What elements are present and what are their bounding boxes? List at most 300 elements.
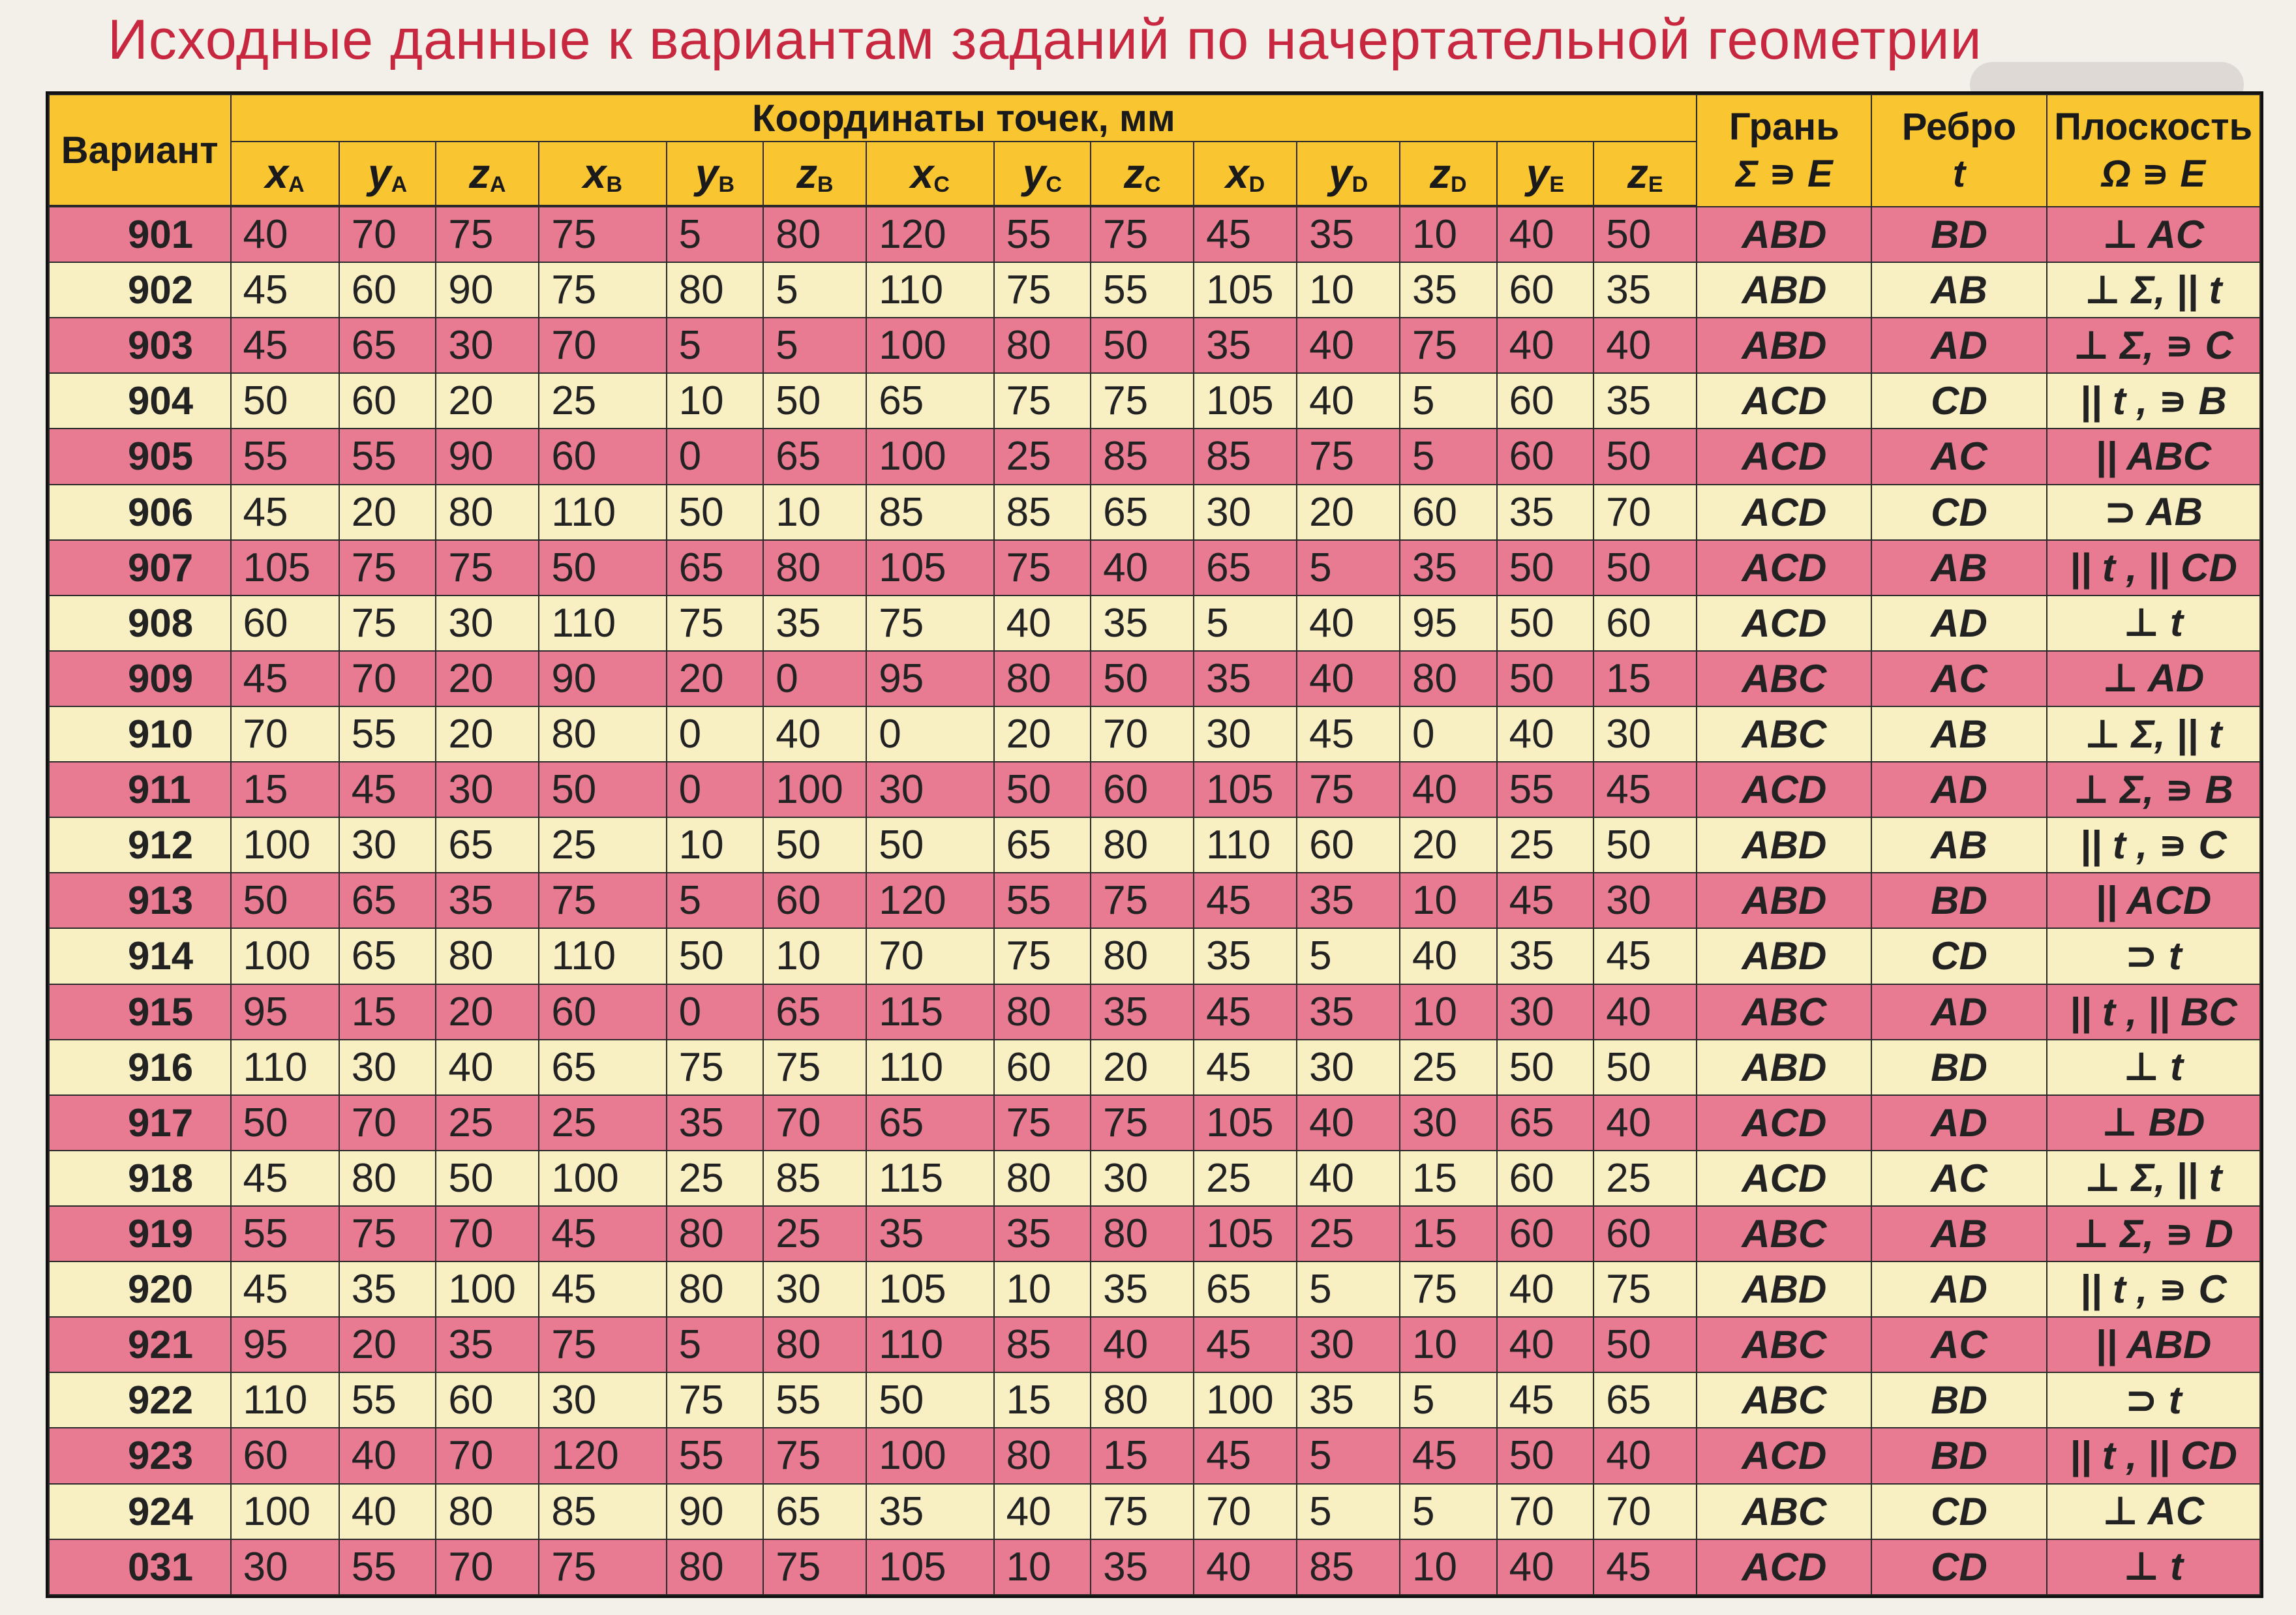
coordinate-cell: 40 bbox=[994, 596, 1091, 651]
header-point-subscript: A bbox=[391, 172, 408, 197]
coordinate-cell: 75 bbox=[339, 540, 436, 596]
coordinate-cell: 70 bbox=[436, 1539, 539, 1595]
plane-cell: || t , ∍ C bbox=[2047, 817, 2260, 873]
coordinate-cell: 85 bbox=[763, 1151, 866, 1206]
coordinate-cell: 60 bbox=[231, 596, 339, 651]
edge-cell: AD bbox=[1871, 596, 2046, 651]
coordinate-cell: 50 bbox=[1497, 596, 1594, 651]
face-cell: ACD bbox=[1697, 596, 1871, 651]
coordinate-cell: 20 bbox=[436, 984, 539, 1040]
variant-number: 918 bbox=[49, 1151, 231, 1206]
header-point-subscript: A bbox=[490, 172, 506, 197]
coordinate-cell: 5 bbox=[1194, 596, 1297, 651]
coordinate-cell: 30 bbox=[436, 762, 539, 817]
coordinate-cell: 80 bbox=[539, 706, 666, 762]
variant-number: 902 bbox=[49, 262, 231, 318]
coordinate-cell: 75 bbox=[1091, 873, 1194, 928]
coordinate-cell: 75 bbox=[763, 1539, 866, 1595]
coordinate-cell: 40 bbox=[1594, 1428, 1697, 1483]
header-point-subscript: A bbox=[288, 172, 305, 197]
coordinate-cell: 50 bbox=[763, 373, 866, 429]
coordinate-cell: 40 bbox=[1594, 1095, 1697, 1151]
header-point-subscript: E bbox=[1648, 172, 1663, 197]
coordinate-cell: 75 bbox=[539, 1317, 666, 1372]
coordinate-cell: 75 bbox=[1091, 1484, 1194, 1539]
header-point-subscript: B bbox=[817, 172, 834, 197]
header-plane bbox=[2047, 95, 2260, 207]
coordinate-cell: 30 bbox=[436, 318, 539, 373]
coordinate-cell: 100 bbox=[763, 762, 866, 817]
header-zd bbox=[1400, 142, 1497, 205]
plane-cell: ⊥ BD bbox=[2047, 1095, 2260, 1151]
coordinate-cell: 95 bbox=[1400, 596, 1497, 651]
coordinate-cell: 55 bbox=[339, 429, 436, 484]
coordinate-cell: 80 bbox=[667, 1539, 764, 1595]
variant-number: 910 bbox=[49, 706, 231, 762]
coordinate-cell: 35 bbox=[763, 596, 866, 651]
variants-table-body bbox=[49, 207, 2260, 1595]
variant-number: 915 bbox=[49, 984, 231, 1040]
coordinate-cell: 30 bbox=[339, 817, 436, 873]
face-cell: ABC bbox=[1697, 1206, 1871, 1261]
coordinate-cell: 45 bbox=[231, 262, 339, 318]
plane-cell: ⊃ AB bbox=[2047, 485, 2260, 540]
coordinate-cell: 5 bbox=[1297, 1261, 1400, 1317]
coordinate-cell: 25 bbox=[1297, 1206, 1400, 1261]
header-coord-letter: z bbox=[1627, 150, 1648, 197]
header-face-notation: Σ ∍ E bbox=[1736, 153, 1833, 195]
coordinate-cell: 85 bbox=[1194, 429, 1297, 484]
coordinate-cell: 55 bbox=[667, 1428, 764, 1483]
coordinate-cell: 55 bbox=[1497, 762, 1594, 817]
coordinate-cell: 40 bbox=[1400, 762, 1497, 817]
coordinate-cell: 30 bbox=[231, 1539, 339, 1595]
face-cell: ACD bbox=[1697, 1151, 1871, 1206]
coordinate-cell: 50 bbox=[1497, 540, 1594, 596]
coordinate-cell: 35 bbox=[1497, 928, 1594, 984]
face-cell: ACD bbox=[1697, 373, 1871, 429]
coordinate-cell: 75 bbox=[763, 1040, 866, 1095]
coordinate-cell: 10 bbox=[1400, 207, 1497, 262]
coordinate-cell: 15 bbox=[1091, 1428, 1194, 1483]
coordinate-cell: 65 bbox=[436, 817, 539, 873]
coordinate-cell: 0 bbox=[667, 429, 764, 484]
header-edge bbox=[1871, 95, 2046, 207]
coordinate-cell: 65 bbox=[994, 817, 1091, 873]
coordinate-cell: 105 bbox=[1194, 1206, 1297, 1261]
coordinate-cell: 65 bbox=[763, 1484, 866, 1539]
coordinate-cell: 100 bbox=[436, 1261, 539, 1317]
variant-number: 901 bbox=[49, 207, 231, 262]
coordinate-cell: 35 bbox=[1091, 1539, 1194, 1595]
coordinate-cell: 35 bbox=[1297, 1372, 1400, 1428]
coordinate-cell: 65 bbox=[339, 928, 436, 984]
coordinate-cell: 75 bbox=[339, 596, 436, 651]
variant-number: 921 bbox=[49, 1317, 231, 1372]
edge-cell: AC bbox=[1871, 651, 2046, 706]
coordinate-cell: 80 bbox=[1091, 817, 1194, 873]
table-row bbox=[49, 873, 2260, 928]
coordinate-cell: 70 bbox=[339, 1095, 436, 1151]
coordinate-cell: 25 bbox=[539, 1095, 666, 1151]
edge-cell: AB bbox=[1871, 706, 2046, 762]
variant-number: 908 bbox=[49, 596, 231, 651]
coordinate-cell: 115 bbox=[866, 984, 993, 1040]
variant-number: 031 bbox=[49, 1539, 231, 1595]
header-xc bbox=[866, 142, 993, 205]
table-row bbox=[49, 373, 2260, 429]
coordinate-cell: 30 bbox=[1194, 706, 1297, 762]
coordinate-cell: 60 bbox=[339, 262, 436, 318]
table-row bbox=[49, 318, 2260, 373]
coordinate-cell: 75 bbox=[539, 262, 666, 318]
coordinate-cell: 50 bbox=[1091, 318, 1194, 373]
coordinate-cell: 80 bbox=[436, 1484, 539, 1539]
coordinate-cell: 35 bbox=[1091, 984, 1194, 1040]
coordinate-cell: 80 bbox=[763, 1317, 866, 1372]
coordinate-cell: 5 bbox=[763, 262, 866, 318]
coordinate-cell: 75 bbox=[1400, 1261, 1497, 1317]
coordinate-cell: 80 bbox=[763, 540, 866, 596]
edge-cell: BD bbox=[1871, 1428, 2046, 1483]
header-face bbox=[1697, 95, 1871, 207]
coordinate-cell: 90 bbox=[436, 429, 539, 484]
coordinate-cell: 60 bbox=[539, 429, 666, 484]
coordinate-cell: 25 bbox=[1194, 1151, 1297, 1206]
coordinate-cell: 35 bbox=[1497, 485, 1594, 540]
coordinate-cell: 50 bbox=[231, 1095, 339, 1151]
coordinate-cell: 35 bbox=[1594, 373, 1697, 429]
coordinate-cell: 20 bbox=[1400, 817, 1497, 873]
face-cell: ACD bbox=[1697, 1428, 1871, 1483]
coordinate-cell: 5 bbox=[667, 1317, 764, 1372]
coordinate-cell: 30 bbox=[539, 1372, 666, 1428]
coordinate-cell: 55 bbox=[763, 1372, 866, 1428]
header-point-subscript: C bbox=[933, 172, 950, 197]
face-cell: ABD bbox=[1697, 1261, 1871, 1317]
coordinate-cell: 40 bbox=[1297, 373, 1400, 429]
coordinate-cell: 45 bbox=[231, 651, 339, 706]
coordinate-cell: 30 bbox=[763, 1261, 866, 1317]
coordinate-cell: 5 bbox=[1297, 1484, 1400, 1539]
coordinate-cell: 75 bbox=[994, 373, 1091, 429]
coordinate-cell: 80 bbox=[339, 1151, 436, 1206]
coordinate-cell: 30 bbox=[1297, 1040, 1400, 1095]
coordinate-cell: 45 bbox=[1497, 873, 1594, 928]
coordinate-cell: 0 bbox=[763, 651, 866, 706]
coordinate-cell: 60 bbox=[339, 373, 436, 429]
coordinate-cell: 110 bbox=[539, 485, 666, 540]
coordinate-cell: 5 bbox=[1400, 1372, 1497, 1428]
coordinate-cell: 70 bbox=[763, 1095, 866, 1151]
coordinate-cell: 55 bbox=[994, 207, 1091, 262]
header-coord-letter: y bbox=[1328, 150, 1352, 197]
header-coord-letter: y bbox=[695, 150, 719, 197]
coordinate-cell: 80 bbox=[667, 262, 764, 318]
coordinate-cell: 85 bbox=[1091, 429, 1194, 484]
coordinate-cell: 5 bbox=[1297, 1428, 1400, 1483]
coordinate-cell: 40 bbox=[339, 1428, 436, 1483]
coordinate-cell: 10 bbox=[1400, 1317, 1497, 1372]
coordinate-cell: 25 bbox=[436, 1095, 539, 1151]
coordinate-cell: 40 bbox=[763, 706, 866, 762]
coordinate-cell: 10 bbox=[1400, 873, 1497, 928]
coordinate-cell: 30 bbox=[436, 596, 539, 651]
coordinate-cell: 70 bbox=[1091, 706, 1194, 762]
face-cell: ABC bbox=[1697, 706, 1871, 762]
face-cell: ABC bbox=[1697, 1484, 1871, 1539]
variant-number: 913 bbox=[49, 873, 231, 928]
coordinate-cell: 55 bbox=[339, 706, 436, 762]
face-cell: ABD bbox=[1697, 262, 1871, 318]
coordinate-cell: 5 bbox=[1400, 1484, 1497, 1539]
coordinate-cell: 40 bbox=[1297, 318, 1400, 373]
header-za bbox=[436, 142, 539, 205]
coordinate-cell: 120 bbox=[539, 1428, 666, 1483]
coordinate-cell: 45 bbox=[1194, 984, 1297, 1040]
coordinate-cell: 75 bbox=[539, 207, 666, 262]
variant-number: 924 bbox=[49, 1484, 231, 1539]
coordinate-cell: 60 bbox=[231, 1428, 339, 1483]
coordinate-cell: 35 bbox=[1400, 540, 1497, 596]
edge-cell: CD bbox=[1871, 373, 2046, 429]
coordinate-cell: 40 bbox=[1497, 1261, 1594, 1317]
coordinate-cell: 40 bbox=[436, 1040, 539, 1095]
header-point-subscript: D bbox=[1451, 172, 1467, 197]
header-coord-letter: x bbox=[582, 150, 607, 197]
edge-cell: CD bbox=[1871, 485, 2046, 540]
coordinate-cell: 75 bbox=[1400, 318, 1497, 373]
edge-cell: BD bbox=[1871, 1040, 2046, 1095]
coordinate-cell: 90 bbox=[539, 651, 666, 706]
plane-cell: ⊥ Σ, || t bbox=[2047, 262, 2260, 318]
coordinate-cell: 80 bbox=[1091, 1372, 1194, 1428]
coordinate-cell: 20 bbox=[339, 1317, 436, 1372]
coordinate-cell: 105 bbox=[1194, 262, 1297, 318]
coordinate-cell: 70 bbox=[436, 1428, 539, 1483]
header-coord-letter: x bbox=[910, 150, 934, 197]
coordinate-cell: 10 bbox=[1297, 262, 1400, 318]
header-zc bbox=[1091, 142, 1194, 205]
coordinate-cell: 45 bbox=[1194, 1040, 1297, 1095]
coordinate-cell: 40 bbox=[339, 1484, 436, 1539]
edge-cell: CD bbox=[1871, 1539, 2046, 1595]
plane-cell: || t , || CD bbox=[2047, 540, 2260, 596]
header-plane-title: Плоскость bbox=[2054, 105, 2253, 148]
coordinate-cell: 70 bbox=[231, 706, 339, 762]
coordinate-cell: 5 bbox=[667, 207, 764, 262]
table-row bbox=[49, 207, 2260, 262]
coordinate-cell: 90 bbox=[436, 262, 539, 318]
coordinate-cell: 30 bbox=[1297, 1317, 1400, 1372]
coordinate-cell: 110 bbox=[231, 1372, 339, 1428]
coordinate-cell: 20 bbox=[667, 651, 764, 706]
coordinate-cell: 60 bbox=[1091, 762, 1194, 817]
table-row bbox=[49, 817, 2260, 873]
coordinate-cell: 40 bbox=[1594, 318, 1697, 373]
header-yb bbox=[667, 142, 764, 205]
coordinate-cell: 40 bbox=[1594, 984, 1697, 1040]
coordinate-cell: 120 bbox=[866, 873, 993, 928]
header-point-subscript: E bbox=[1549, 172, 1565, 197]
variant-number: 906 bbox=[49, 485, 231, 540]
coordinate-cell: 45 bbox=[1194, 1428, 1297, 1483]
coordinate-cell: 75 bbox=[763, 1428, 866, 1483]
coordinate-cell: 75 bbox=[436, 540, 539, 596]
face-cell: ACD bbox=[1697, 540, 1871, 596]
coordinate-cell: 95 bbox=[866, 651, 993, 706]
coordinate-cell: 80 bbox=[1091, 1206, 1194, 1261]
coordinate-cell: 15 bbox=[339, 984, 436, 1040]
coordinate-cell: 30 bbox=[1194, 485, 1297, 540]
plane-cell: || t , ∍ C bbox=[2047, 1261, 2260, 1317]
coordinate-cell: 5 bbox=[1297, 928, 1400, 984]
variant-number: 923 bbox=[49, 1428, 231, 1483]
coordinate-cell: 75 bbox=[539, 1539, 666, 1595]
coordinate-cell: 70 bbox=[866, 928, 993, 984]
coordinate-cell: 100 bbox=[866, 1428, 993, 1483]
coordinate-cell: 50 bbox=[1594, 1040, 1697, 1095]
plane-cell: ⊥ AC bbox=[2047, 1484, 2260, 1539]
header-coord-letter: y bbox=[1022, 150, 1046, 197]
coordinate-cell: 35 bbox=[436, 1317, 539, 1372]
coordinate-cell: 15 bbox=[1594, 651, 1697, 706]
coordinate-cell: 60 bbox=[1497, 262, 1594, 318]
variant-number: 919 bbox=[49, 1206, 231, 1261]
coordinate-cell: 70 bbox=[339, 651, 436, 706]
header-yc bbox=[994, 142, 1091, 205]
header-yd bbox=[1297, 142, 1400, 205]
coordinate-cell: 10 bbox=[994, 1539, 1091, 1595]
header-edge-title: Ребро bbox=[1901, 105, 2017, 148]
plane-cell: ⊥ Σ, ∍ C bbox=[2047, 318, 2260, 373]
coordinate-cell: 55 bbox=[339, 1539, 436, 1595]
coordinate-cell: 35 bbox=[1297, 873, 1400, 928]
edge-cell: AC bbox=[1871, 1317, 2046, 1372]
coordinate-cell: 15 bbox=[994, 1372, 1091, 1428]
coordinate-cell: 45 bbox=[1194, 207, 1297, 262]
edge-cell: AB bbox=[1871, 817, 2046, 873]
coordinate-cell: 65 bbox=[1497, 1095, 1594, 1151]
coordinate-cell: 40 bbox=[1091, 1317, 1194, 1372]
coordinate-cell: 55 bbox=[339, 1372, 436, 1428]
coordinate-cell: 80 bbox=[667, 1261, 764, 1317]
coordinate-cell: 30 bbox=[1400, 1095, 1497, 1151]
coordinate-cell: 5 bbox=[1297, 540, 1400, 596]
coordinate-cell: 65 bbox=[1194, 540, 1297, 596]
edge-cell: AD bbox=[1871, 1095, 2046, 1151]
header-coord-letter: z bbox=[1430, 150, 1451, 197]
coordinate-cell: 45 bbox=[339, 762, 436, 817]
coordinate-cell: 10 bbox=[994, 1261, 1091, 1317]
plane-cell: ⊥ Σ, ∍ D bbox=[2047, 1206, 2260, 1261]
coordinate-cell: 20 bbox=[436, 373, 539, 429]
coordinate-cell: 70 bbox=[539, 318, 666, 373]
coordinate-cell: 45 bbox=[1194, 873, 1297, 928]
header-coord-letter: x bbox=[265, 150, 289, 197]
header-coord-letter: z bbox=[469, 150, 491, 197]
coordinate-cell: 35 bbox=[1297, 207, 1400, 262]
coordinate-cell: 35 bbox=[1091, 1261, 1194, 1317]
coordinate-cell: 45 bbox=[1594, 762, 1697, 817]
header-xd bbox=[1194, 142, 1297, 205]
coordinate-cell: 30 bbox=[866, 762, 993, 817]
coordinate-cell: 80 bbox=[1091, 928, 1194, 984]
coordinate-cell: 40 bbox=[1091, 540, 1194, 596]
coordinate-cell: 120 bbox=[866, 207, 993, 262]
coordinate-cell: 5 bbox=[1400, 373, 1497, 429]
coordinate-cell: 60 bbox=[1497, 1151, 1594, 1206]
coordinate-cell: 45 bbox=[1594, 928, 1697, 984]
coordinate-cell: 20 bbox=[994, 706, 1091, 762]
plane-cell: || ABC bbox=[2047, 429, 2260, 484]
coordinate-cell: 35 bbox=[1194, 318, 1297, 373]
header-point-subscript: D bbox=[1352, 172, 1368, 197]
coordinate-cell: 40 bbox=[231, 207, 339, 262]
header-point-subscript: B bbox=[718, 172, 735, 197]
coordinate-cell: 110 bbox=[1194, 817, 1297, 873]
face-cell: ACD bbox=[1697, 1095, 1871, 1151]
table-row bbox=[49, 1539, 2260, 1595]
table-row bbox=[49, 262, 2260, 318]
coordinate-cell: 50 bbox=[1594, 429, 1697, 484]
coordinate-cell: 10 bbox=[667, 817, 764, 873]
plane-cell: ⊥ t bbox=[2047, 1040, 2260, 1095]
coordinate-cell: 75 bbox=[1091, 1095, 1194, 1151]
coordinate-cell: 75 bbox=[1297, 762, 1400, 817]
table-row bbox=[49, 1484, 2260, 1539]
coordinate-cell: 30 bbox=[1091, 1151, 1194, 1206]
coordinate-cell: 50 bbox=[866, 817, 993, 873]
coordinate-cell: 110 bbox=[231, 1040, 339, 1095]
coordinate-cell: 20 bbox=[1297, 485, 1400, 540]
coordinate-cell: 80 bbox=[667, 1206, 764, 1261]
coordinate-cell: 45 bbox=[231, 1151, 339, 1206]
coordinate-cell: 45 bbox=[1594, 1539, 1697, 1595]
coordinate-cell: 85 bbox=[994, 1317, 1091, 1372]
coordinate-cell: 60 bbox=[1594, 1206, 1697, 1261]
header-edge-notation: t bbox=[1952, 153, 1966, 195]
table-row bbox=[49, 1372, 2260, 1428]
header-variant: Вариант bbox=[49, 95, 231, 205]
table-row bbox=[49, 1040, 2260, 1095]
coordinate-cell: 70 bbox=[1194, 1484, 1297, 1539]
coordinate-cell: 90 bbox=[667, 1484, 764, 1539]
variant-number: 916 bbox=[49, 1040, 231, 1095]
coordinate-cell: 45 bbox=[1400, 1428, 1497, 1483]
coordinate-cell: 105 bbox=[1194, 1095, 1297, 1151]
coordinate-cell: 65 bbox=[667, 540, 764, 596]
coordinate-cell: 35 bbox=[667, 1095, 764, 1151]
plane-cell: || t , || BC bbox=[2047, 984, 2260, 1040]
coordinate-cell: 80 bbox=[994, 984, 1091, 1040]
coordinate-cell: 65 bbox=[539, 1040, 666, 1095]
coordinate-cell: 75 bbox=[866, 596, 993, 651]
coordinate-cell: 70 bbox=[1594, 1484, 1697, 1539]
coordinate-cell: 30 bbox=[339, 1040, 436, 1095]
edge-cell: AB bbox=[1871, 540, 2046, 596]
coordinate-cell: 0 bbox=[667, 762, 764, 817]
coordinate-cell: 95 bbox=[231, 984, 339, 1040]
header-coord-letter: z bbox=[796, 150, 817, 197]
coordinate-cell: 25 bbox=[539, 373, 666, 429]
coordinate-cell: 75 bbox=[339, 1206, 436, 1261]
face-cell: ABD bbox=[1697, 207, 1871, 262]
coordinate-cell: 5 bbox=[667, 873, 764, 928]
coordinate-cell: 100 bbox=[231, 817, 339, 873]
edge-cell: CD bbox=[1871, 1484, 2046, 1539]
table-row bbox=[49, 1261, 2260, 1317]
